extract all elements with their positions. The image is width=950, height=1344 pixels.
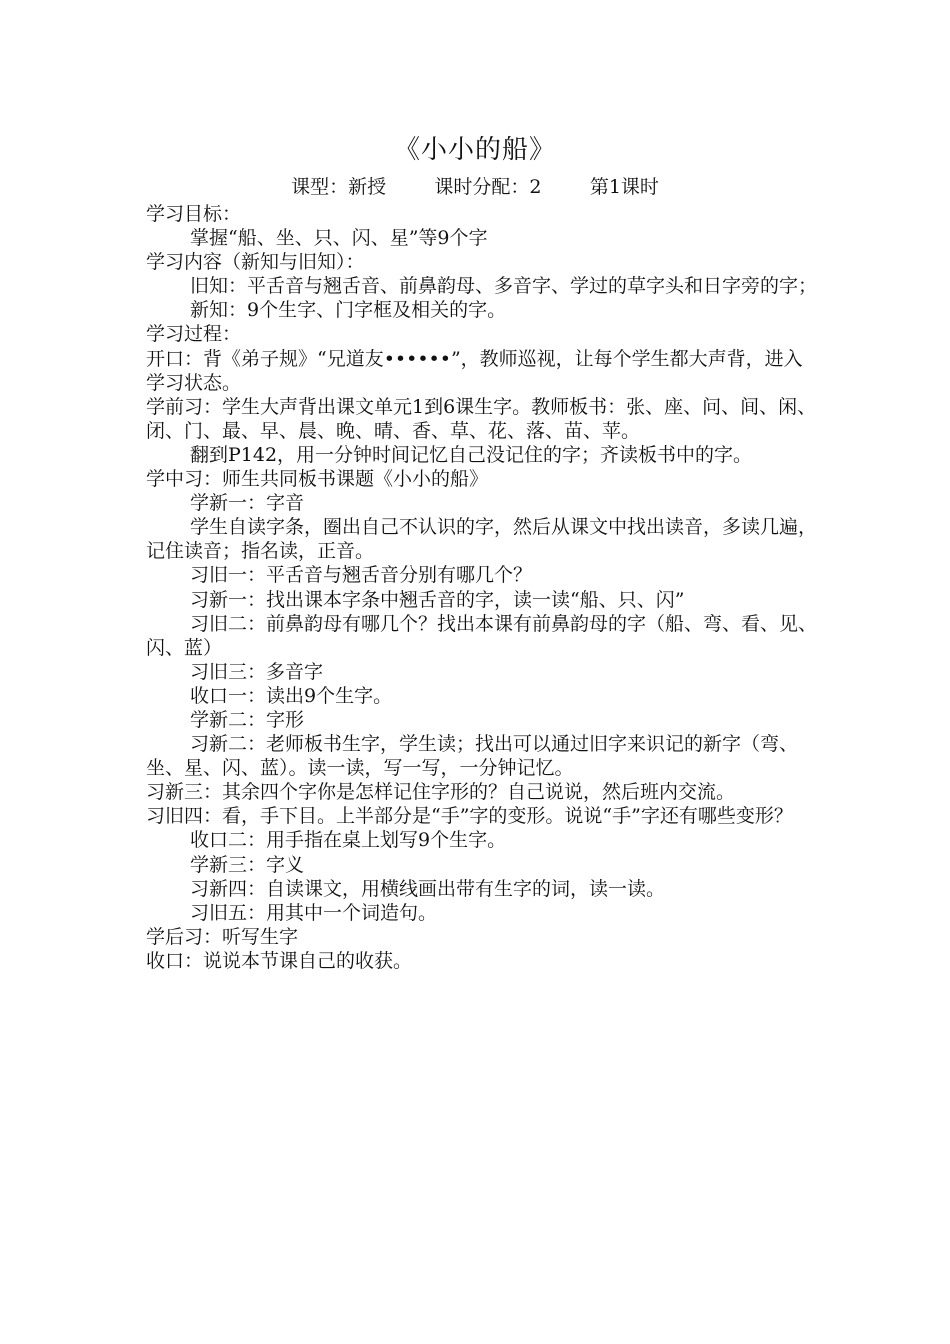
paragraph: 收口：说说本节课自己的收获。 <box>146 949 413 972</box>
paragraph: 习新四：自读课文，用横线画出带有生字的词，读一读。 <box>190 877 666 900</box>
paragraph: 学中习：师生共同板书课题《小小的船》 <box>146 468 489 491</box>
paragraph: 收口二：用手指在桌上划写9个生字。 <box>190 829 507 852</box>
document-title: 《小小的船》 <box>393 135 556 165</box>
paragraph: 学习内容（新知与旧知）： <box>146 251 365 274</box>
paragraph: 学习目标： <box>146 203 242 225</box>
paragraph: 习旧二：前鼻韵母有哪几个？找出本课有前鼻韵母的字（船、弯、看、见、闪、蓝） <box>146 612 818 659</box>
paragraph: 掌握“船、坐、只、闪、星”等9个字 <box>190 227 488 250</box>
paragraph: 习新三：其余四个字你是怎样记住字形的？自己说说，然后班内交流。 <box>146 781 736 804</box>
paragraph: 学生自读字条，圈出自己不认识的字，然后从课文中找出读音，多读几遍，记住读音；指名读，正音。 <box>146 516 818 563</box>
lesson-meta: 课型：新授 课时分配：2 第1课时 <box>291 176 659 198</box>
paragraph: 开口：背《弟子规》“兄道友••••••”，教师巡视，让每个学生都大声背，进入学习状态。 <box>146 347 803 394</box>
paragraph: 学习过程： <box>146 323 242 346</box>
paragraph: 习旧四：看，手下目。上半部分是“手”字的变形。说说“手”字还有哪些变形？ <box>146 805 793 828</box>
paragraph: 收口一：读出9个生字。 <box>190 684 393 707</box>
paragraph: 习旧三：多音字 <box>190 660 324 683</box>
document-body <box>146 202 820 973</box>
paragraph: 习旧一：平舌音与翘舌音分别有哪几个？ <box>190 564 533 587</box>
paragraph: 习新二：老师板书生字，学生读；找出可以通过旧字来识记的新字（弯、坐、星、闪、蓝）。读一读，写一写，一分钟记忆。 <box>146 733 799 780</box>
paragraph: 学后习：听写生字 <box>146 925 299 948</box>
paragraph: 习旧五：用其中一个词造句。 <box>190 901 438 924</box>
paragraph: 学新二：字形 <box>190 708 305 731</box>
paragraph: 新知：9个生字、门字框及相关的字。 <box>190 299 507 322</box>
paragraph: 学新三：字义 <box>190 853 305 876</box>
paragraph: 翻到P142，用一分钟时间记忆自己没记住的字；齐读板书中的字。 <box>190 443 753 466</box>
paragraph: 学前习：学生大声背出课文单元1到6课生字。教师板书：张、座、问、间、闲、闭、门、最、早、晨、晚、晴、香、草、花、落、苗、苹。 <box>146 395 817 442</box>
paragraph: 学新一：字音 <box>190 492 305 515</box>
paragraph: 习新一：找出课本字条中翘舌音的字，读一读“船、只、闪” <box>190 588 685 611</box>
paragraph: 旧知：平舌音与翘舌音、前鼻韵母、多音字、学过的草字头和日字旁的字； <box>190 275 818 298</box>
